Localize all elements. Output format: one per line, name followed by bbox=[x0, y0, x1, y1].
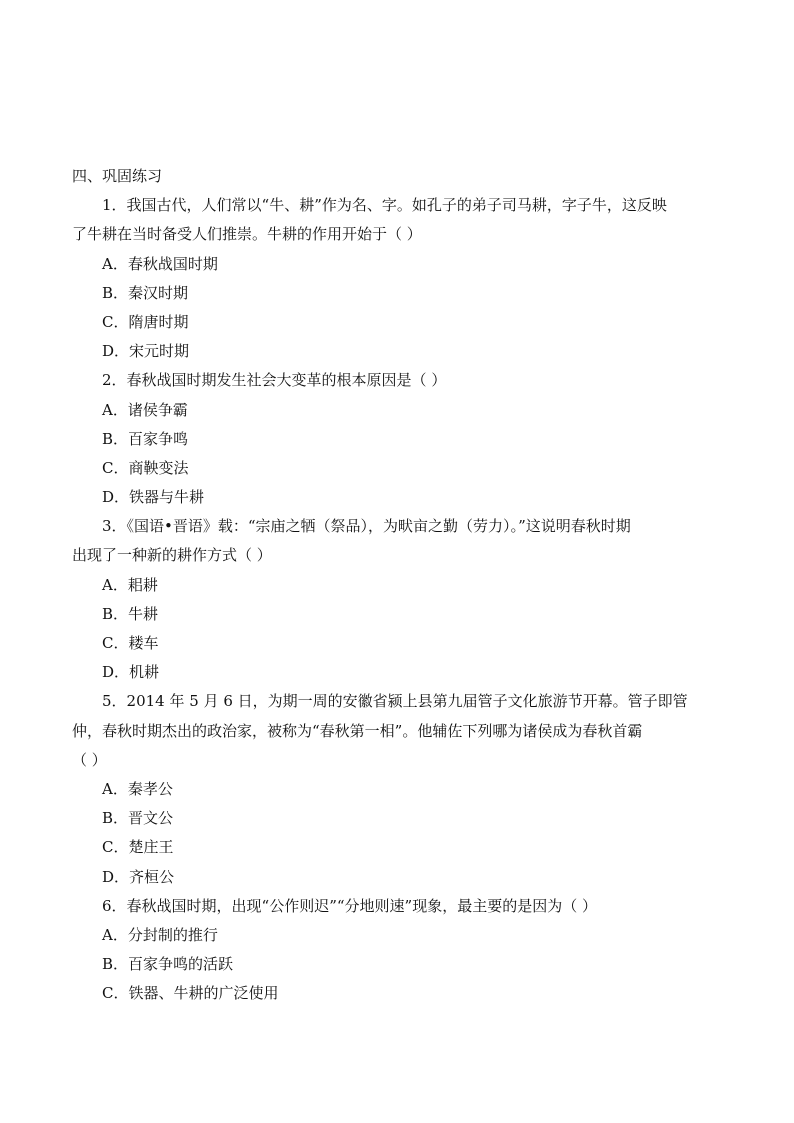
question-2-option-a: A．诸侯争霸 bbox=[102, 400, 188, 419]
question-2-option-c: C．商鞅变法 bbox=[102, 458, 189, 477]
question-1-text-line-1: 1．我国古代，人们常以“牛、耕”作为名、字。如孔子的弟子司马耕，字子牛，这反映 bbox=[102, 196, 667, 215]
question-2-text-line-1: 2．春秋战国时期发生社会大变革的根本原因是（ ） bbox=[102, 371, 447, 390]
question-5 bbox=[72, 687, 724, 891]
question-3-option-d: D．机耕 bbox=[102, 663, 160, 682]
question-6-text-line-1: 6．春秋战国时期，出现“公作则迟”“分地则速”现象，最主要的是因为（ ） bbox=[102, 896, 597, 915]
question-1-option-c: C．隋唐时期 bbox=[102, 312, 189, 331]
question-5-text-line-3: （ ） bbox=[72, 750, 107, 769]
question-5-option-d: D．齐桓公 bbox=[102, 867, 175, 886]
question-3-option-c: C．耧车 bbox=[102, 634, 159, 652]
question-6-option-c: C．铁器、牛耕的广泛使用 bbox=[102, 984, 279, 1003]
question-3-option-b: B．牛耕 bbox=[102, 604, 159, 623]
question-1-option-d: D．宋元时期 bbox=[102, 342, 190, 361]
question-5-option-a: A．秦孝公 bbox=[102, 779, 173, 798]
question-6 bbox=[72, 892, 724, 1009]
question-3-text-line-2: 出现了一种新的耕作方式（ ） bbox=[72, 546, 272, 565]
question-3-option-a: A．耜耕 bbox=[102, 575, 158, 594]
question-2-option-b: B．百家争鸣 bbox=[102, 429, 189, 448]
question-2-option-d: D．铁器与牛耕 bbox=[102, 488, 205, 507]
question-1-text-line-2: 了牛耕在当时备受人们推崇。牛耕的作用开始于（ ） bbox=[72, 225, 422, 244]
question-1-option-a: A．春秋战国时期 bbox=[102, 254, 218, 273]
question-1 bbox=[72, 191, 724, 366]
exercise-content bbox=[72, 162, 724, 1008]
question-5-option-b: B．晋文公 bbox=[102, 809, 174, 828]
section-title: 四、巩固练习 bbox=[72, 167, 163, 185]
question-6-option-b: B．百家争鸣的活跃 bbox=[102, 955, 234, 974]
question-5-option-c: C．楚庄王 bbox=[102, 838, 174, 857]
question-3-text-line-1: 3．《国语•晋语》载：“宗庙之牺（祭品），为畎亩之勤（劳力）。”这说明春秋时期 bbox=[102, 517, 631, 536]
question-5-text-line-1: 5．2014 年 5 月 6 日，为期一周的安徽省颍上县第九届管子文化旅游节开幕。管子即管 bbox=[102, 692, 688, 711]
question-3 bbox=[72, 512, 724, 687]
question-2 bbox=[72, 366, 724, 512]
question-1-option-b: B．秦汉时期 bbox=[102, 283, 189, 302]
question-6-option-a: A．分封制的推行 bbox=[102, 925, 218, 944]
question-5-text-line-2: 仲，春秋时期杰出的政治家，被称为“春秋第一相”。他辅佐下列哪为诸侯成为春秋首霸 bbox=[72, 721, 643, 740]
